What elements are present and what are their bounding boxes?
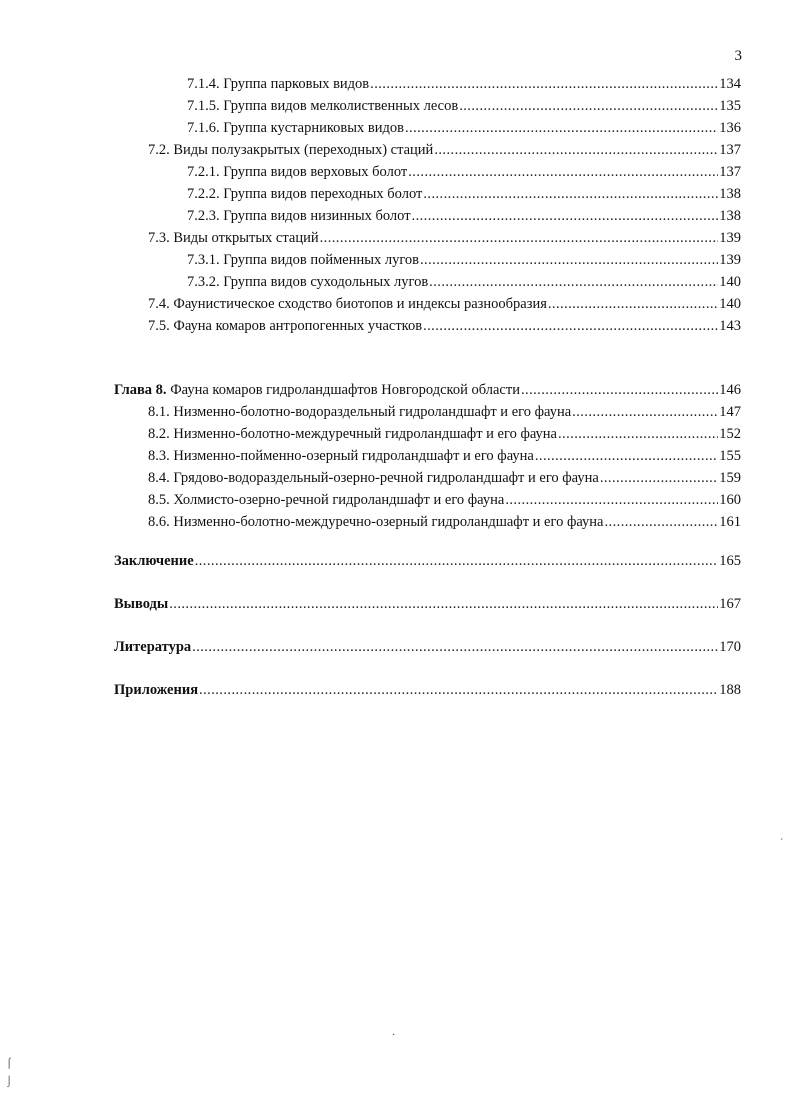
toc-entry-7-1-5[interactable] bbox=[187, 98, 741, 118]
toc-label: 8.2. Низменно-болотно-междуречный гидроландшафт и его фауна bbox=[148, 426, 557, 442]
toc-entry-7-2-3[interactable] bbox=[187, 208, 741, 228]
dot-leader bbox=[370, 76, 718, 93]
dot-leader bbox=[434, 142, 718, 159]
dot-leader bbox=[192, 639, 718, 656]
toc-entry-7-5[interactable] bbox=[148, 318, 741, 338]
toc-entry-7-3[interactable] bbox=[148, 230, 741, 250]
dot-leader bbox=[605, 514, 719, 531]
toc-label: 7.2.1. Группа видов верховых болот bbox=[187, 164, 408, 180]
toc-page-number: 134 bbox=[719, 76, 741, 92]
toc-label bbox=[114, 382, 520, 399]
dot-leader bbox=[423, 186, 718, 203]
toc-page-number: 140 bbox=[719, 274, 741, 290]
toc-page-number: 137 bbox=[719, 164, 741, 180]
toc-entry-chapter-8[interactable] bbox=[114, 382, 741, 402]
toc-page-number: 138 bbox=[719, 186, 741, 202]
toc-label: 7.2.2. Группа видов переходных болот bbox=[187, 186, 423, 202]
scan-mark: ⌠ bbox=[6, 1058, 13, 1069]
dot-leader bbox=[169, 596, 718, 613]
toc-entry-7-1-6[interactable] bbox=[187, 120, 741, 140]
toc-label: 7.1.4. Группа парковых видов bbox=[187, 76, 370, 92]
dot-leader bbox=[600, 470, 718, 487]
toc-label: 7.1.6. Группа кустарниковых видов bbox=[187, 120, 404, 136]
dot-leader bbox=[405, 120, 718, 137]
toc-page-number: 146 bbox=[719, 382, 741, 398]
toc-entry-7-1-4[interactable] bbox=[187, 76, 741, 96]
toc-entry-7-3-2[interactable] bbox=[187, 274, 741, 294]
toc-page-number: 161 bbox=[719, 514, 741, 530]
toc-entry-8-1[interactable] bbox=[148, 404, 741, 424]
dot-leader bbox=[558, 426, 718, 443]
dot-leader bbox=[420, 252, 718, 269]
toc-page-number: 188 bbox=[719, 682, 741, 698]
toc-label: 8.4. Грядово-водораздельный-озерно-речной гидроландшафт и его фауна bbox=[148, 470, 599, 486]
dot-leader bbox=[548, 296, 718, 313]
toc-page-number: 170 bbox=[719, 639, 741, 655]
toc-entry-8-4[interactable] bbox=[148, 470, 741, 490]
toc-entry-7-2[interactable] bbox=[148, 142, 741, 162]
toc-entry-7-2-1[interactable] bbox=[187, 164, 741, 184]
toc-entry-literature[interactable] bbox=[114, 639, 741, 659]
toc-label: 8.5. Холмисто-озерно-речной гидроландшафт и его фауна bbox=[148, 492, 505, 508]
toc-page-number: 155 bbox=[719, 448, 741, 464]
toc-page-number: 139 bbox=[719, 252, 741, 268]
toc-label: Литература bbox=[114, 639, 192, 655]
chapter-title: Фауна комаров гидроландшафтов Новгородской области bbox=[170, 382, 520, 398]
dot-leader bbox=[199, 682, 718, 699]
toc-entry-appendices[interactable] bbox=[114, 682, 741, 702]
toc-page-number: 167 bbox=[719, 596, 741, 612]
dot-leader bbox=[423, 318, 718, 335]
page-number: 3 bbox=[734, 48, 742, 64]
toc-page-number: 136 bbox=[719, 120, 741, 136]
toc-label: 7.4. Фаунистическое сходство биотопов и индексы разнообразия bbox=[148, 296, 547, 312]
toc-label: 7.2. Виды полузакрытых (переходных) стаций bbox=[148, 142, 434, 158]
toc-label: 8.1. Низменно-болотно-водораздельный гидроландшафт и его фауна bbox=[148, 404, 572, 420]
toc-label: Заключение bbox=[114, 553, 194, 569]
toc-entry-8-6[interactable] bbox=[148, 514, 741, 534]
dot-leader bbox=[408, 164, 718, 181]
dot-leader bbox=[412, 208, 719, 225]
toc-entry-8-3[interactable] bbox=[148, 448, 741, 468]
toc-page-number: 143 bbox=[719, 318, 741, 334]
toc-page-number: 160 bbox=[719, 492, 741, 508]
dot-leader bbox=[429, 274, 718, 291]
toc-page-number: 147 bbox=[719, 404, 741, 420]
toc-entry-7-3-1[interactable] bbox=[187, 252, 741, 272]
toc-label: 8.3. Низменно-пойменно-озерный гидроландшафт и его фауна bbox=[148, 448, 534, 464]
toc-label: 7.3.1. Группа видов пойменных лугов bbox=[187, 252, 419, 268]
toc-page-number: 140 bbox=[719, 296, 741, 312]
toc-page-number: 139 bbox=[719, 230, 741, 246]
toc-entry-7-4[interactable] bbox=[148, 296, 741, 316]
scan-mark: ˊ bbox=[780, 838, 784, 849]
dot-leader bbox=[195, 553, 719, 570]
toc-page-number: 135 bbox=[719, 98, 741, 114]
dot-leader bbox=[320, 230, 719, 247]
toc-entry-7-2-2[interactable] bbox=[187, 186, 741, 206]
scan-mark: ⌡ bbox=[6, 1076, 13, 1087]
toc-label: 7.2.3. Группа видов низинных болот bbox=[187, 208, 411, 224]
toc-page-number: 137 bbox=[719, 142, 741, 158]
dot-leader bbox=[521, 382, 718, 399]
chapter-prefix: Глава 8. bbox=[114, 382, 167, 398]
toc-entry-8-5[interactable] bbox=[148, 492, 741, 512]
toc-entry-conclusion[interactable] bbox=[114, 553, 741, 573]
toc-label: 7.3.2. Группа видов суходольных лугов bbox=[187, 274, 429, 290]
toc-entry-8-2[interactable] bbox=[148, 426, 741, 446]
toc-label: 7.3. Виды открытых стаций bbox=[148, 230, 319, 246]
dot-leader bbox=[572, 404, 718, 421]
toc-label: 8.6. Низменно-болотно-междуречно-озерный гидроландшафт и его фауна bbox=[148, 514, 604, 530]
toc-label: 7.5. Фауна комаров антропогенных участков bbox=[148, 318, 423, 334]
toc-label: Приложения bbox=[114, 682, 199, 698]
toc-entry-findings[interactable] bbox=[114, 596, 741, 616]
toc-label: Выводы bbox=[114, 596, 169, 612]
toc-label: 7.1.5. Группа видов мелколиственных лесов bbox=[187, 98, 459, 114]
toc-page-number: 159 bbox=[719, 470, 741, 486]
dot-leader bbox=[535, 448, 718, 465]
dot-leader bbox=[505, 492, 718, 509]
toc-page-number: 165 bbox=[719, 553, 741, 569]
scan-dot: · bbox=[392, 1030, 396, 1041]
toc-page-number: 138 bbox=[719, 208, 741, 224]
toc-page-number: 152 bbox=[719, 426, 741, 442]
dot-leader bbox=[459, 98, 718, 115]
